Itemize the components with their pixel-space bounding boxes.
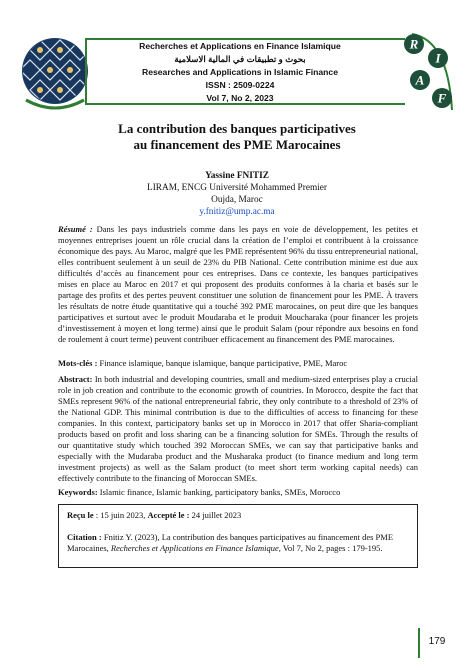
mots-cles-label: Mots-clés : — [58, 358, 98, 368]
journal-name-ar: بحوث و تطبيقات في المالية الاسلامية — [174, 54, 306, 64]
riaf-letter-a: A — [415, 72, 425, 88]
page-number-rule — [418, 628, 420, 658]
journal-name-en: Researches and Applications in Islamic Finance — [142, 67, 338, 77]
accepted-label: Accepté le : — [147, 510, 190, 520]
header-left-vertical-rule — [85, 38, 87, 105]
accepted-value: 24 juillet 2023 — [191, 510, 242, 520]
riaf-letter-f: F — [437, 90, 447, 106]
citation-text-before: Fnitiz Y. (2023), La contribution des banques participatives au financement des PME Marocaines, — [67, 532, 394, 553]
riaf-letter-r: R — [409, 36, 419, 52]
abstract-label: Abstract: — [58, 374, 93, 384]
resume-paragraph — [58, 224, 418, 345]
keywords-text: Islamic finance, Islamic banking, participatory banks, SMEs, Morocco — [99, 487, 341, 497]
mots-cles-line — [58, 358, 418, 369]
article-title-line2: au financement des PME Marocaines — [133, 137, 341, 152]
riaf-letter-i: I — [435, 50, 441, 66]
journal-emblem-icon — [20, 30, 90, 112]
resume-label: Résumé : — [58, 224, 93, 234]
citation-journal: Recherches et Applications en Finance Islamique — [110, 543, 279, 553]
author-email-link[interactable]: y.fnitiz@ump.ac.ma — [199, 207, 275, 217]
resume-text: Dans les pays industriels comme dans les pays en voie de développement, les petites et moyennes entreprises jouent un rôle crucial dans la création de l’emploi et contribuent à la croissance économique des pays. Au Maroc, malgré que les PME représentent 96% du tissu entrepreneurial national, elles contribuent seulement à un seuil de 23% du PIB National. Cette contribution minime est due aux difficultés d’accès au financement pour ces entreprises. Dans ce contexte, les banques participatives mises en place au Maroc en 2017 et qui proposent des produits conformes à la charia et basés sur le partage des profits et des pertes peuvent constituer une solution de financement pour les PME. À travers les résultats de notre étude quantitative qui a touché 392 PME marocaines, on peut dire que les banques participatives et surtout avec le produit Moudaraba et le produit Moucharaka (pour financer les projets d’investissement à moyen et long terme) ainsi que le produit Salam (pour répondre aux besoins en fond de roulement à court terme) peuvent contribuer efficacement au financement des PME marocaines. — [58, 224, 419, 344]
journal-header — [90, 40, 390, 105]
journal-volume: Vol 7, No 2, 2023 — [206, 93, 274, 103]
received-label: Reçu le — [67, 510, 94, 520]
article-title-line1: La contribution des banques participatives — [118, 121, 356, 136]
abstract-text: In both industrial and developing countries, small and medium-sized enterprises play a crucial role in job creation and contribute to the economic growth of countries. In Morocco, despite the fact that SMEs represent 96% of the national entrepreneurial fabric, they only contribute to a threshold of 23% of the National GDP. This minimal contribution is due to the difficulties of access to financing for these companies. In this context, participatory banks set up in Morocco in 2017 that offer Sharia-compliant products based on profit and loss sharing can be a financing solution for SMEs. Through the results of our quantitative study which touched 392 Moroccan SMEs, we can say that participative banks and especially with the Mudaraba product and the Musharaka product (to finance medium and long term investment projects) as well as the Salam product (to meet short term working capital needs) can effectively contribute to the financing of Moroccan SMEs. — [58, 374, 419, 483]
citation-text-after: , Vol 7, No 2, pages : 179-195. — [278, 543, 383, 553]
riaf-logo — [400, 30, 460, 114]
citation-label: Citation : — [67, 532, 102, 542]
journal-name-fr: Recherches et Applications en Finance Islamique — [139, 41, 341, 51]
abstract-paragraph — [58, 374, 418, 484]
page-number: 179 — [428, 636, 446, 647]
article-title — [40, 121, 434, 153]
journal-issn: ISSN : 2509-0224 — [205, 80, 275, 90]
citation-paragraph — [67, 532, 409, 554]
keywords-line — [58, 487, 418, 498]
keywords-label: Keywords: — [58, 487, 98, 497]
received-value: : 15 juin 2023, — [95, 510, 146, 520]
author-city: Oujda, Maroc — [211, 195, 263, 205]
author-block — [80, 170, 394, 218]
author-affiliation: LIRAM, ENCG Université Mohammed Premier — [147, 183, 327, 193]
dates-line — [67, 510, 409, 521]
mots-cles-text: Finance islamique, banque islamique, banque participative, PME, Maroc — [99, 358, 348, 368]
author-name: Yassine FNITIZ — [205, 171, 269, 181]
dates-citation-box — [58, 504, 418, 568]
